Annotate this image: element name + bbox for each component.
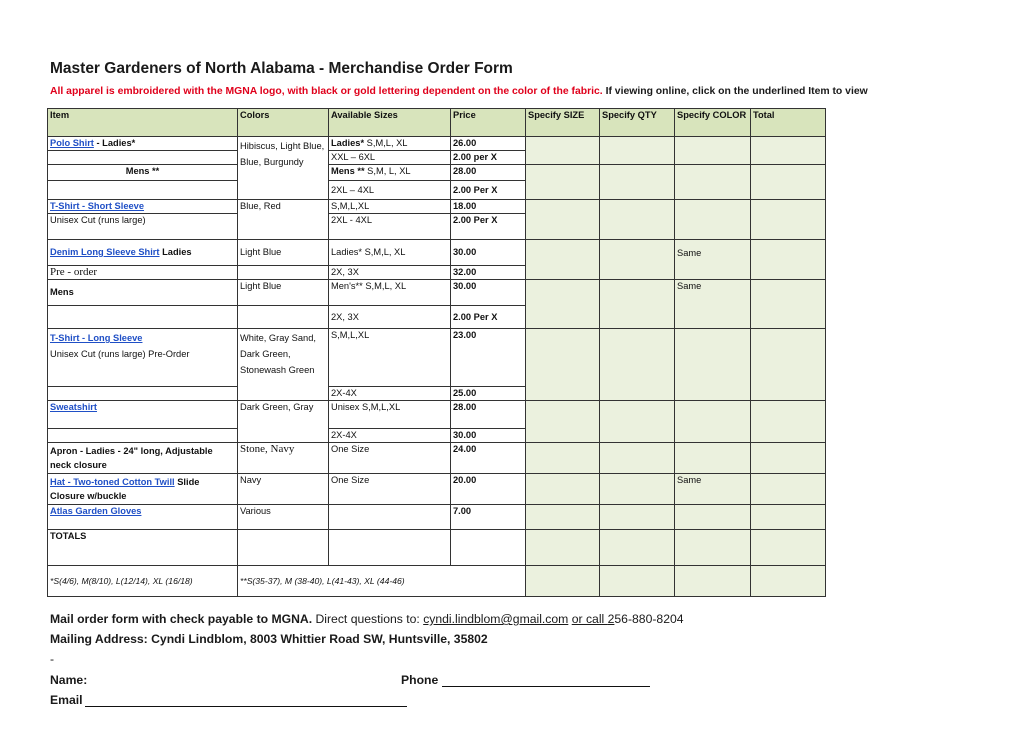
note-empty: [600, 566, 675, 597]
total-input[interactable]: [751, 329, 826, 401]
tshirt-short-sleeve-link[interactable]: T-Shirt - Short Sleeve: [50, 201, 145, 211]
ladies-size-note: *S(4/6), M(8/10), L(12/14), XL (16/18): [48, 566, 238, 597]
sizes-cell: One Size: [329, 474, 451, 505]
order-table: [47, 108, 826, 597]
colors-cell: Navy: [238, 474, 329, 505]
mailing-address-text: Mailing Address: Cyndi Lindblom, 8003 Whittier Road SW, Huntsville, 35802: [50, 632, 488, 646]
specify-size-input[interactable]: [526, 280, 600, 329]
price-cell: 28.00: [451, 165, 526, 181]
col-header-total: Total: [751, 109, 826, 137]
specify-size-input[interactable]: [526, 137, 600, 165]
col-header-specify-color: Specify COLOR: [675, 109, 751, 137]
table-row: [48, 443, 826, 474]
price-cell: 28.00: [451, 401, 526, 429]
table-row: [48, 165, 826, 181]
colors-cell: Light Blue: [238, 240, 329, 266]
item-suffix: - Ladies*: [93, 138, 136, 148]
mailing-address: [50, 632, 488, 646]
colors-cell: [238, 306, 329, 329]
specify-qty-input[interactable]: [600, 137, 675, 165]
hat-link[interactable]: Hat - Two-toned Cotton Twill: [50, 477, 175, 487]
item-suffix: Ladies: [159, 247, 192, 257]
mens-label: Mens: [48, 280, 238, 306]
specify-color-input[interactable]: [675, 443, 751, 474]
mail-instructions: [50, 612, 684, 626]
item-cell: [48, 329, 238, 387]
name-field-row: [50, 673, 87, 687]
total-size-input[interactable]: [526, 530, 600, 566]
table-row: [48, 474, 826, 505]
sizes-cell: XXL – 6XL: [329, 151, 451, 165]
specify-color-input[interactable]: [675, 280, 751, 329]
specify-qty-input[interactable]: [600, 329, 675, 401]
subtitle-online-note: If viewing online, click on the underlined Item to view: [602, 86, 868, 97]
specify-qty-input[interactable]: [600, 200, 675, 240]
sizes-bold: Ladies*: [331, 138, 365, 148]
specify-size-input[interactable]: [526, 443, 600, 474]
price-cell: 7.00: [451, 505, 526, 530]
price-cell: 23.00: [451, 329, 526, 387]
totals-row: [48, 530, 826, 566]
table-row: [48, 505, 826, 530]
dash-mark: -: [50, 652, 55, 666]
contact-phone: 56-880-8204: [614, 612, 684, 626]
specify-color-input[interactable]: [675, 200, 751, 240]
total-input[interactable]: [751, 200, 826, 240]
total-input[interactable]: [751, 505, 826, 530]
colors-cell: Light Blue: [238, 280, 329, 306]
price-cell: 30.00: [451, 280, 526, 306]
gloves-link[interactable]: Atlas Garden Gloves: [50, 506, 142, 516]
totals-empty: [238, 530, 329, 566]
sizes-cell: 2X-4X: [329, 387, 451, 401]
specify-size-input[interactable]: [526, 505, 600, 530]
header-row: [48, 109, 826, 137]
table-row: [48, 401, 826, 429]
form-title: Master Gardeners of North Alabama - Merchandise Order Form: [50, 60, 513, 77]
sizes-cell: 2X, 3X: [329, 266, 451, 280]
total-input[interactable]: [751, 280, 826, 329]
sizes-cell: 2XL – 4XL: [329, 181, 451, 200]
price-cell: 26.00: [451, 137, 526, 151]
specify-color-input[interactable]: [675, 401, 751, 443]
questions-prefix: Direct questions to:: [312, 612, 424, 626]
sizes-cell: [329, 505, 451, 530]
price-cell: 30.00: [451, 429, 526, 443]
specify-qty-input[interactable]: [600, 505, 675, 530]
colors-cell: Blue, Red: [238, 200, 329, 240]
price-cell: 24.00: [451, 443, 526, 474]
item-cell: [48, 240, 238, 266]
specify-qty-input[interactable]: [600, 474, 675, 505]
email-field-row: [50, 693, 407, 707]
price-cell: 2.00 Per X: [451, 306, 526, 329]
denim-shirt-link[interactable]: Denim Long Sleeve Shirt: [50, 247, 160, 257]
totals-empty: [329, 530, 451, 566]
email-label: Email: [50, 693, 83, 707]
sizes-rest: S,M, L, XL: [364, 166, 411, 176]
color-same-label: Same: [677, 475, 702, 485]
table-row: [48, 240, 826, 266]
item-cell: Unisex Cut (runs large): [48, 214, 238, 240]
sizes-cell: S,M,L,XL: [329, 329, 451, 387]
phone-label: Phone: [401, 673, 439, 687]
totals-label: TOTALS: [48, 530, 238, 566]
item-cell: [48, 429, 238, 443]
price-cell: 20.00: [451, 474, 526, 505]
phone-first-digit: 2: [607, 612, 615, 626]
specify-qty-input[interactable]: [600, 443, 675, 474]
col-header-colors: Colors: [238, 109, 329, 137]
item-suffix: Slide Closure w/buckle: [50, 477, 200, 501]
sizes-cell: Unisex S,M,L,XL: [329, 401, 451, 429]
total-input[interactable]: [751, 443, 826, 474]
sizes-cell: S,M,L,XL: [329, 200, 451, 214]
total-input[interactable]: [751, 240, 826, 280]
sizes-cell: [329, 165, 451, 181]
table-row: [48, 329, 826, 387]
sizes-cell: One Size: [329, 443, 451, 474]
contact-email-link[interactable]: cyndi.lindblom@gmail.com: [423, 612, 569, 626]
specify-size-input[interactable]: [526, 474, 600, 505]
color-same-label: Same: [677, 281, 702, 291]
sizes-cell: Ladies* S,M,L, XL: [329, 240, 451, 266]
item-cell: [48, 137, 238, 151]
colors-cell: White, Gray Sand, Dark Green, Stonewash Green: [238, 329, 329, 401]
color-same-label: Same: [677, 248, 702, 258]
specify-color-input[interactable]: [675, 474, 751, 505]
size-notes-row: [48, 566, 826, 597]
colors-cell: Dark Green, Gray: [238, 401, 329, 443]
mail-note: Mail order form with check payable to MGNA.: [50, 612, 313, 626]
specify-qty-input[interactable]: [600, 165, 675, 200]
total-color-input[interactable]: [675, 530, 751, 566]
colors-cell: Stone, Navy: [238, 443, 329, 474]
note-empty: [675, 566, 751, 597]
mens-size-note: **S(35-37), M (38-40), L(41-43), XL (44-46): [238, 566, 526, 597]
item-cell: [48, 181, 238, 200]
specify-color-input[interactable]: [675, 165, 751, 200]
polo-shirt-link[interactable]: Polo Shirt: [50, 138, 94, 148]
specify-color-input[interactable]: [675, 505, 751, 530]
item-cell: [48, 474, 238, 505]
form-subtitle: [50, 86, 948, 97]
col-header-sizes: Available Sizes: [329, 109, 451, 137]
subtitle-embroidery-note: All apparel is embroidered with the MGNA logo, with black or gold lettering dependent on the color of the fabric.: [50, 86, 603, 97]
price-cell: 32.00: [451, 266, 526, 280]
sizes-cell: 2XL - 4XL: [329, 214, 451, 240]
sweatshirt-link[interactable]: Sweatshirt: [50, 402, 98, 412]
table-row: [48, 280, 826, 306]
price-cell: 2.00 per X: [451, 151, 526, 165]
price-cell: 30.00: [451, 240, 526, 266]
preorder-label: Pre - order: [48, 266, 238, 280]
sizes-cell: [329, 137, 451, 151]
specify-color-input[interactable]: [675, 137, 751, 165]
table-row: [48, 137, 826, 151]
item-cell: [48, 401, 238, 429]
col-header-specify-qty: Specify QTY: [600, 109, 675, 137]
total-qty-input[interactable]: [600, 530, 675, 566]
tshirt-long-sleeve-link[interactable]: T-Shirt - Long Sleeve: [50, 333, 143, 343]
email-input-line[interactable]: [85, 694, 407, 707]
specify-size-input[interactable]: [526, 329, 600, 401]
specify-size-input[interactable]: [526, 200, 600, 240]
name-label: Name:: [50, 673, 88, 687]
item-cell: [48, 505, 238, 530]
note-empty: [751, 566, 826, 597]
phone-input-line[interactable]: [442, 674, 650, 687]
price-cell: 18.00: [451, 200, 526, 214]
specify-qty-input[interactable]: [600, 401, 675, 443]
colors-cell: Various: [238, 505, 329, 530]
specify-size-input[interactable]: [526, 240, 600, 280]
specify-color-input[interactable]: [675, 329, 751, 401]
specify-qty-input[interactable]: [600, 280, 675, 329]
specify-color-input[interactable]: [675, 240, 751, 280]
sizes-cell: 2X-4X: [329, 429, 451, 443]
table-row: [48, 200, 826, 214]
specify-size-input[interactable]: [526, 401, 600, 443]
price-cell: 25.00: [451, 387, 526, 401]
item-cell: [48, 200, 238, 214]
total-input[interactable]: [751, 474, 826, 505]
sizes-cell: Men's** S,M,L, XL: [329, 280, 451, 306]
specify-size-input[interactable]: [526, 165, 600, 200]
or-call-label: or call: [571, 612, 608, 626]
phone-field-row: [401, 673, 650, 687]
col-header-specify-size: Specify SIZE: [526, 109, 600, 137]
grand-total-input[interactable]: [751, 530, 826, 566]
col-header-item: Item: [48, 109, 238, 137]
total-input[interactable]: [751, 401, 826, 443]
price-cell: 2.00 Per X: [451, 214, 526, 240]
item-cell: [48, 151, 238, 165]
col-header-price: Price: [451, 109, 526, 137]
item-description: Unisex Cut (runs large) Pre-Order: [50, 349, 190, 359]
item-cell: [48, 387, 238, 401]
price-cell: 2.00 Per X: [451, 181, 526, 200]
totals-empty: [451, 530, 526, 566]
item-cell: Apron - Ladies - 24" long, Adjustable neck closure: [48, 443, 238, 474]
total-input[interactable]: [751, 137, 826, 165]
item-cell: [48, 306, 238, 329]
total-input[interactable]: [751, 165, 826, 200]
colors-cell: Hibiscus, Light Blue, Blue, Burgundy: [238, 137, 329, 200]
note-empty: [526, 566, 600, 597]
specify-qty-input[interactable]: [600, 240, 675, 280]
colors-cell: [238, 266, 329, 280]
sizes-cell: 2X, 3X: [329, 306, 451, 329]
sizes-rest: S,M,L, XL: [364, 138, 408, 148]
sizes-bold: Mens **: [331, 166, 365, 176]
mens-label: Mens **: [48, 165, 238, 181]
